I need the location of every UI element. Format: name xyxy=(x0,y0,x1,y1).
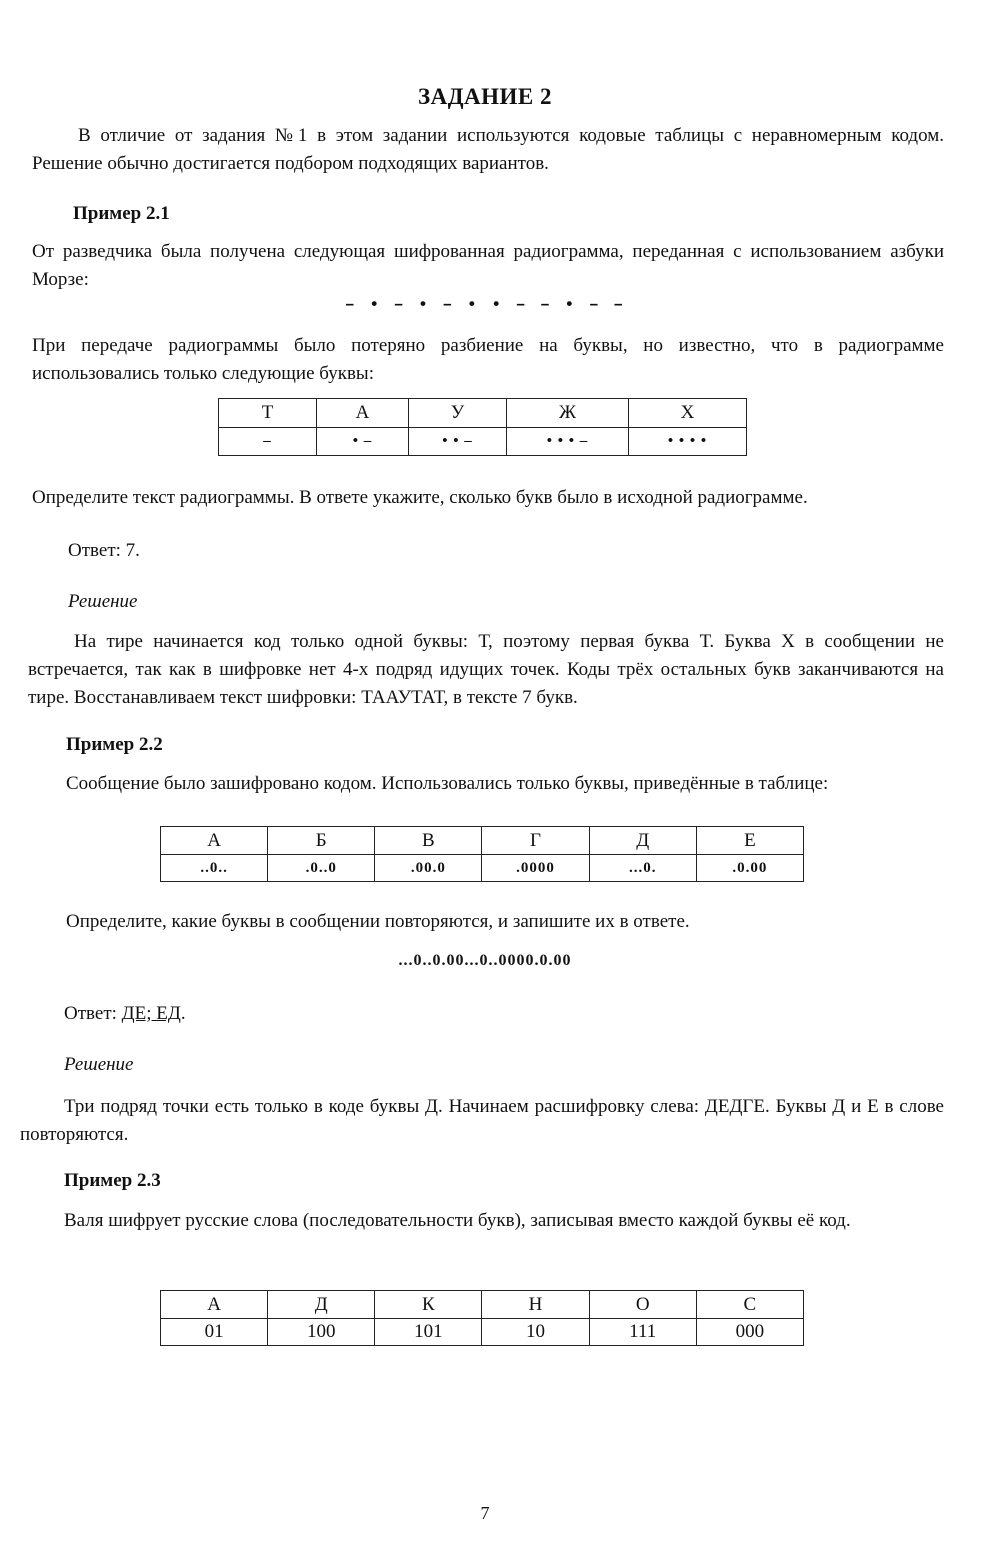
page-title: ЗАДАНИЕ 2 xyxy=(417,84,553,109)
table-cell: • – xyxy=(317,428,409,456)
table-cell: .0000 xyxy=(482,855,589,882)
example-2-1-text: От разведчика была получена следующая шифрованная радиограмма, переданная с использованием азбуки Морзе: xyxy=(32,241,944,290)
table-cell: Т xyxy=(219,399,317,428)
example-2-2-text: Сообщение было зашифровано кодом. Использовались только буквы, приведённые в таблице: xyxy=(66,773,829,794)
answer-value: ДЕ; ЕД xyxy=(121,1003,181,1024)
table-cell: А xyxy=(317,399,409,428)
table-cell: 000 xyxy=(696,1319,803,1346)
table-cell: 100 xyxy=(268,1319,375,1346)
table-cell: В xyxy=(375,827,482,855)
table-cell: ..0.. xyxy=(161,855,268,882)
intro-paragraph: В отличие от задания №1 в этом задании используются кодовые таблицы с неравномерным кодом. Решение обычно достигается подбором подходящих вариантов. xyxy=(32,125,944,174)
table-cell: Д xyxy=(268,1291,375,1319)
table-cell: Б xyxy=(268,827,375,855)
table-cell: О xyxy=(589,1291,696,1319)
table-cell: Х xyxy=(629,399,747,428)
table-cell: А xyxy=(161,1291,268,1319)
table-cell: • • • • xyxy=(629,428,747,456)
table-cell: – xyxy=(219,428,317,456)
page-number: 7 xyxy=(480,1503,490,1523)
table-cell: Ж xyxy=(507,399,629,428)
table-cell: С xyxy=(696,1291,803,1319)
example-2-2-answer xyxy=(64,1003,186,1025)
table-cell: К xyxy=(375,1291,482,1319)
table-cell: Д xyxy=(589,827,696,855)
table-cell: 111 xyxy=(589,1319,696,1346)
table-cell: 101 xyxy=(375,1319,482,1346)
binary-code-table xyxy=(160,826,804,882)
example-2-2-solution-label: Решение xyxy=(64,1054,134,1075)
table-cell: ...0. xyxy=(589,855,696,882)
morse-message: – • – • – • • – – • – – xyxy=(344,296,626,315)
table-cell: Е xyxy=(696,827,803,855)
example-2-2-solution: Три подряд точки есть только в коде буквы Д. Начинаем расшифровку слева: ДЕДГЕ. Буквы Д и Е в слове повторяются. xyxy=(20,1096,944,1145)
example-2-3-text: Валя шифрует русские слова (последовательности букв), записывая вместо каждой буквы её код. xyxy=(64,1210,851,1231)
encoded-message: ...0..0.00...0..0000.0.00 xyxy=(398,952,572,969)
example-2-1-question: Определите текст радиограммы. В ответе укажите, сколько букв было в исходной радиограмме. xyxy=(32,487,808,508)
table-cell: 01 xyxy=(161,1319,268,1346)
table-cell: • • • – xyxy=(507,428,629,456)
table-cell: Н xyxy=(482,1291,589,1319)
letter-code-table xyxy=(160,1290,804,1346)
example-2-1-heading: Пример 2.1 xyxy=(73,203,170,224)
table-cell: • • – xyxy=(409,428,507,456)
table-cell: У xyxy=(409,399,507,428)
example-2-2-question: Определите, какие буквы в сообщении повторяются, и запишите их в ответе. xyxy=(66,911,690,932)
example-2-2-heading: Пример 2.2 xyxy=(66,734,163,755)
answer-suffix: . xyxy=(180,1003,186,1024)
example-2-1-answer: Ответ: 7. xyxy=(68,540,140,561)
table-cell: .0..0 xyxy=(268,855,375,882)
answer-prefix: Ответ: xyxy=(64,1003,122,1024)
example-2-1-text-2: При передаче радиограммы было потеряно разбиение на буквы, но известно, что в радиограмме использовались только следующие буквы: xyxy=(32,335,944,384)
table-cell: Г xyxy=(482,827,589,855)
example-2-3-heading: Пример 2.3 xyxy=(64,1170,161,1191)
morse-code-table xyxy=(218,398,747,456)
table-cell: .00.0 xyxy=(375,855,482,882)
example-2-1-solution: На тире начинается код только одной буквы: Т, поэтому первая буква Т. Буква Х в сообщении не встречается, так как в шифровке нет 4-х подряд идущих точек. Коды трёх остальных букв заканчиваются на тире. Восстанавливаем текст шифровки: ТААУТАТ, в тексте 7 букв. xyxy=(28,631,944,708)
example-2-1-solution-label: Решение xyxy=(68,591,138,612)
table-cell: А xyxy=(161,827,268,855)
table-cell: 10 xyxy=(482,1319,589,1346)
table-cell: .0.00 xyxy=(696,855,803,882)
